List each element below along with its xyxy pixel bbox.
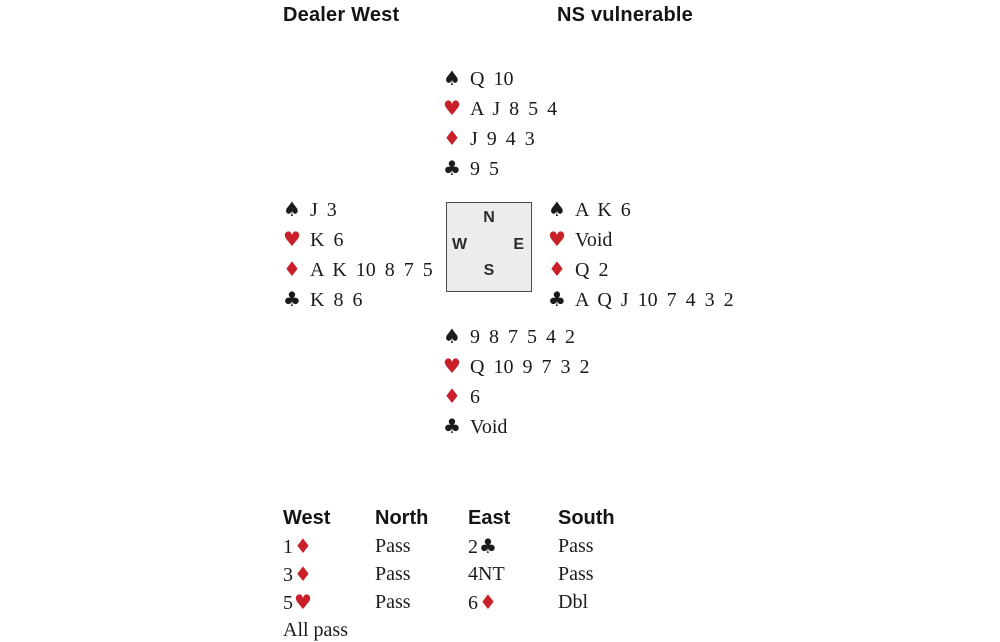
- bid-text: 5: [283, 592, 293, 614]
- auction-col-south: South: [558, 507, 615, 529]
- south-diamonds: 6: [470, 386, 480, 408]
- heart-icon: ♥: [443, 96, 461, 120]
- bid-text: 3: [283, 564, 293, 586]
- west-clubs: K 8 6: [310, 289, 363, 311]
- south-spades-row: [443, 321, 589, 351]
- diamond-icon: ♦: [283, 257, 301, 281]
- bid-cell: [375, 561, 468, 589]
- diamond-icon: ♦: [479, 590, 497, 614]
- north-spades-row: [443, 63, 557, 93]
- auction-row: [283, 561, 648, 589]
- north-diamonds-row: [443, 123, 557, 153]
- club-icon: ♣: [479, 534, 497, 558]
- all-pass-label: All pass: [283, 619, 348, 641]
- club-icon: ♣: [283, 287, 301, 311]
- bid-cell: [468, 533, 558, 561]
- south-spades: 9 8 7 5 4 2: [470, 326, 575, 348]
- auction-col-north: North: [375, 507, 429, 529]
- auction-rows: [283, 533, 648, 617]
- heart-icon: ♥: [283, 227, 301, 251]
- heart-icon: ♥: [443, 354, 461, 378]
- east-spades-row: [548, 194, 734, 224]
- south-diamonds-row: [443, 381, 589, 411]
- club-icon: ♣: [443, 156, 461, 180]
- north-hand: [443, 63, 557, 183]
- west-hand: [283, 194, 433, 314]
- south-hearts-row: [443, 351, 589, 381]
- bid-text: 1: [283, 536, 293, 558]
- compass-west-label: W: [452, 236, 468, 254]
- bid-cell: [375, 533, 468, 561]
- auction-row: [283, 533, 648, 561]
- vulnerability-label: NS vulnerable: [557, 4, 693, 26]
- bid-text: Pass: [375, 591, 411, 613]
- bid-cell: [283, 561, 375, 589]
- south-hearts: Q 10 9 7 3 2: [470, 356, 590, 378]
- auction-col-west: West: [283, 507, 331, 529]
- bid-cell: [468, 589, 558, 617]
- bid-text: 2: [468, 536, 478, 558]
- diamond-icon: ♦: [294, 534, 312, 558]
- compass-box: [446, 202, 532, 292]
- east-diamonds-row: [548, 254, 734, 284]
- south-clubs-row: [443, 411, 589, 441]
- club-icon: ♣: [443, 414, 461, 438]
- spade-icon: ♠: [548, 197, 566, 221]
- north-hearts: A J 8 5 4: [470, 98, 558, 120]
- dealer-label: Dealer West: [283, 4, 400, 26]
- compass-north-label: N: [483, 209, 495, 226]
- compass-south-label: S: [483, 262, 495, 279]
- auction-row: [283, 589, 648, 617]
- west-spades: J 3: [310, 199, 337, 221]
- west-clubs-row: [283, 284, 433, 314]
- auction-table: [283, 503, 648, 642]
- east-spades: A K 6: [575, 199, 631, 221]
- east-hearts: Void: [575, 229, 613, 251]
- compass-east-label: E: [513, 236, 524, 254]
- auction-col-east: East: [468, 507, 511, 529]
- north-diamonds: J 9 4 3: [470, 128, 535, 150]
- diamond-icon: ♦: [294, 562, 312, 586]
- bid-cell: [468, 561, 558, 589]
- spade-icon: ♠: [443, 66, 461, 90]
- north-clubs: 9 5: [470, 158, 499, 180]
- north-clubs-row: [443, 153, 557, 183]
- bid-cell: [558, 561, 648, 589]
- spade-icon: ♠: [283, 197, 301, 221]
- bid-text: Pass: [375, 563, 411, 585]
- club-icon: ♣: [548, 287, 566, 311]
- east-diamonds: Q 2: [575, 259, 609, 281]
- east-clubs: A Q J 10 7 4 3 2: [575, 289, 734, 311]
- east-clubs-row: [548, 284, 734, 314]
- west-hearts-row: [283, 224, 433, 254]
- bid-cell: [558, 533, 648, 561]
- diamond-icon: ♦: [548, 257, 566, 281]
- auction-header: [283, 503, 648, 533]
- south-clubs: Void: [470, 416, 508, 438]
- bid-text: 4NT: [468, 563, 505, 585]
- south-hand: [443, 321, 589, 441]
- heart-icon: ♥: [548, 227, 566, 251]
- bid-text: Pass: [375, 535, 411, 557]
- bid-text: Pass: [558, 535, 594, 557]
- east-hand: [548, 194, 734, 314]
- east-hearts-row: [548, 224, 734, 254]
- west-hearts: K 6: [310, 229, 344, 251]
- west-diamonds-row: [283, 254, 433, 284]
- bid-cell: [283, 589, 375, 617]
- diamond-icon: ♦: [443, 126, 461, 150]
- bid-cell: [283, 533, 375, 561]
- bid-text: 6: [468, 592, 478, 614]
- bid-text: Pass: [558, 563, 594, 585]
- heart-icon: ♥: [294, 590, 312, 614]
- diamond-icon: ♦: [443, 384, 461, 408]
- bid-text: Dbl: [558, 591, 588, 613]
- west-spades-row: [283, 194, 433, 224]
- bid-cell: [375, 589, 468, 617]
- bid-cell: [558, 589, 648, 617]
- spade-icon: ♠: [443, 324, 461, 348]
- north-spades: Q 10: [470, 68, 514, 90]
- north-hearts-row: [443, 93, 557, 123]
- west-diamonds: A K 10 8 7 5: [310, 259, 433, 281]
